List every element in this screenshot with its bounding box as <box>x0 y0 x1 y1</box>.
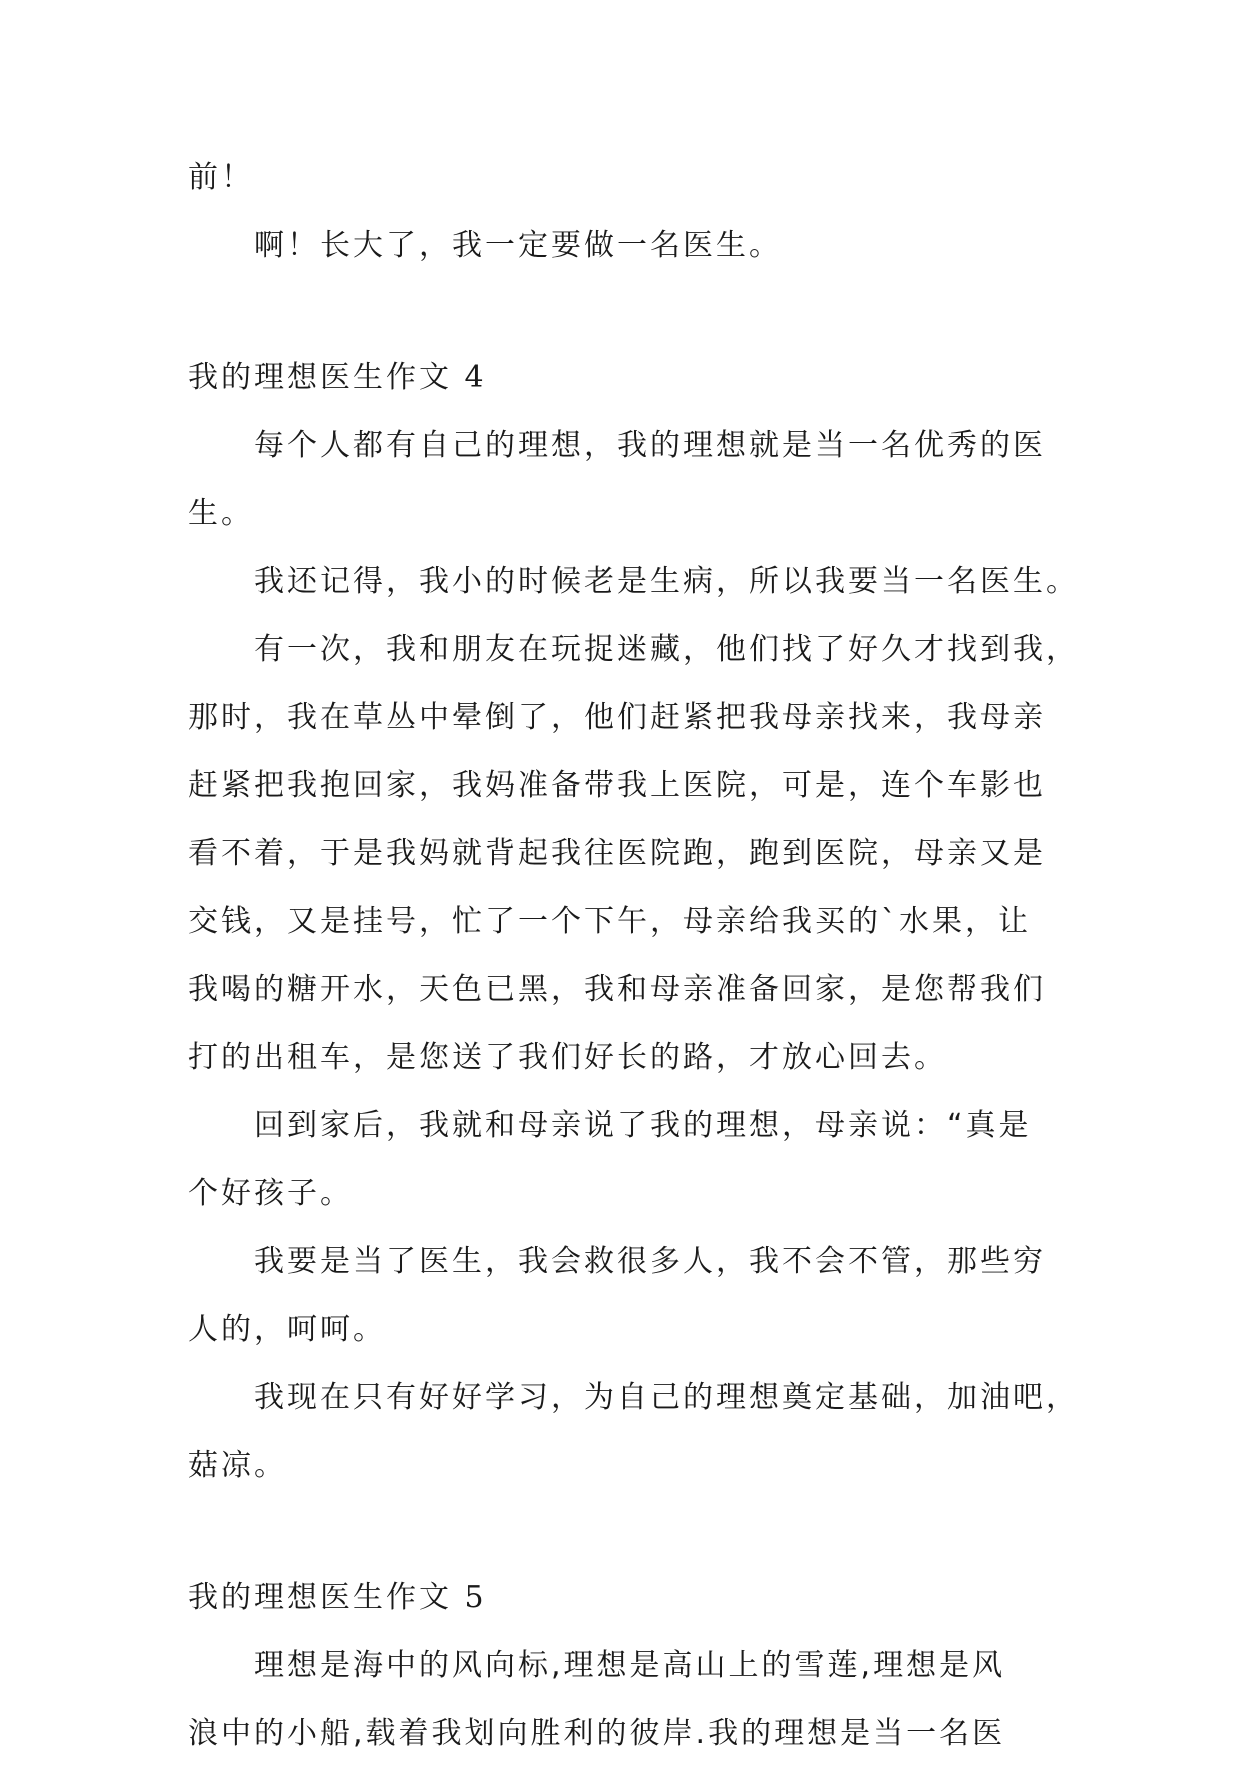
paragraph-line: 个好孩子。 <box>188 1176 353 1211</box>
paragraph-line: 啊！长大了，我一定要做一名医生。 <box>254 228 782 263</box>
document-body <box>188 158 1079 1782</box>
essay-5-heading: 我的理想医生作文 5 <box>188 1580 487 1615</box>
paragraph-line: 回到家后，我就和母亲说了我的理想，母亲说：“真是 <box>254 1108 1032 1143</box>
paragraph-line: 交钱，又是挂号，忙了一个下午，母亲给我买的`水果，让 <box>188 904 1031 939</box>
paragraph-line: 我喝的糖开水，天色已黑，我和母亲准备回家，是您帮我们 <box>188 972 1046 1007</box>
paragraph-line: 我现在只有好好学习，为自己的理想奠定基础，加油吧， <box>254 1380 1079 1415</box>
spacer <box>188 1514 1058 1578</box>
paragraph-line: 打的出租车，是您送了我们好长的路，才放心回去。 <box>188 1040 947 1075</box>
paragraph-line: 菇凉。 <box>188 1448 287 1483</box>
paragraph-line: 有一次，我和朋友在玩捉迷藏，他们找了好久才找到我， <box>254 632 1079 667</box>
essay-4-heading: 我的理想医生作文 4 <box>188 360 487 395</box>
paragraph-line: 浪中的小船,载着我划向胜利的彼岸.我的理想是当一名医 <box>188 1716 1006 1751</box>
paragraph-line: 每个人都有自己的理想，我的理想就是当一名优秀的医 <box>254 428 1046 463</box>
paragraph-line: 前！ <box>188 160 254 195</box>
paragraph-line: 赶紧把我抱回家，我妈准备带我上医院，可是，连个车影也 <box>188 768 1046 803</box>
paragraph-line: 生。 <box>188 496 254 531</box>
paragraph-line: 人的，呵呵。 <box>188 1312 386 1347</box>
paragraph-line: 理想是海中的风向标,理想是高山上的雪莲,理想是风 <box>254 1648 1006 1683</box>
paragraph-line: 我要是当了医生，我会救很多人，我不会不管，那些穷 <box>254 1244 1046 1279</box>
paragraph-line: 那时，我在草丛中晕倒了，他们赶紧把我母亲找来，我母亲 <box>188 700 1046 735</box>
paragraph-line: 看不着，于是我妈就背起我往医院跑，跑到医院，母亲又是 <box>188 836 1046 871</box>
paragraph-line: 我还记得，我小的时候老是生病，所以我要当一名医生。 <box>254 564 1079 599</box>
spacer <box>188 294 1058 358</box>
